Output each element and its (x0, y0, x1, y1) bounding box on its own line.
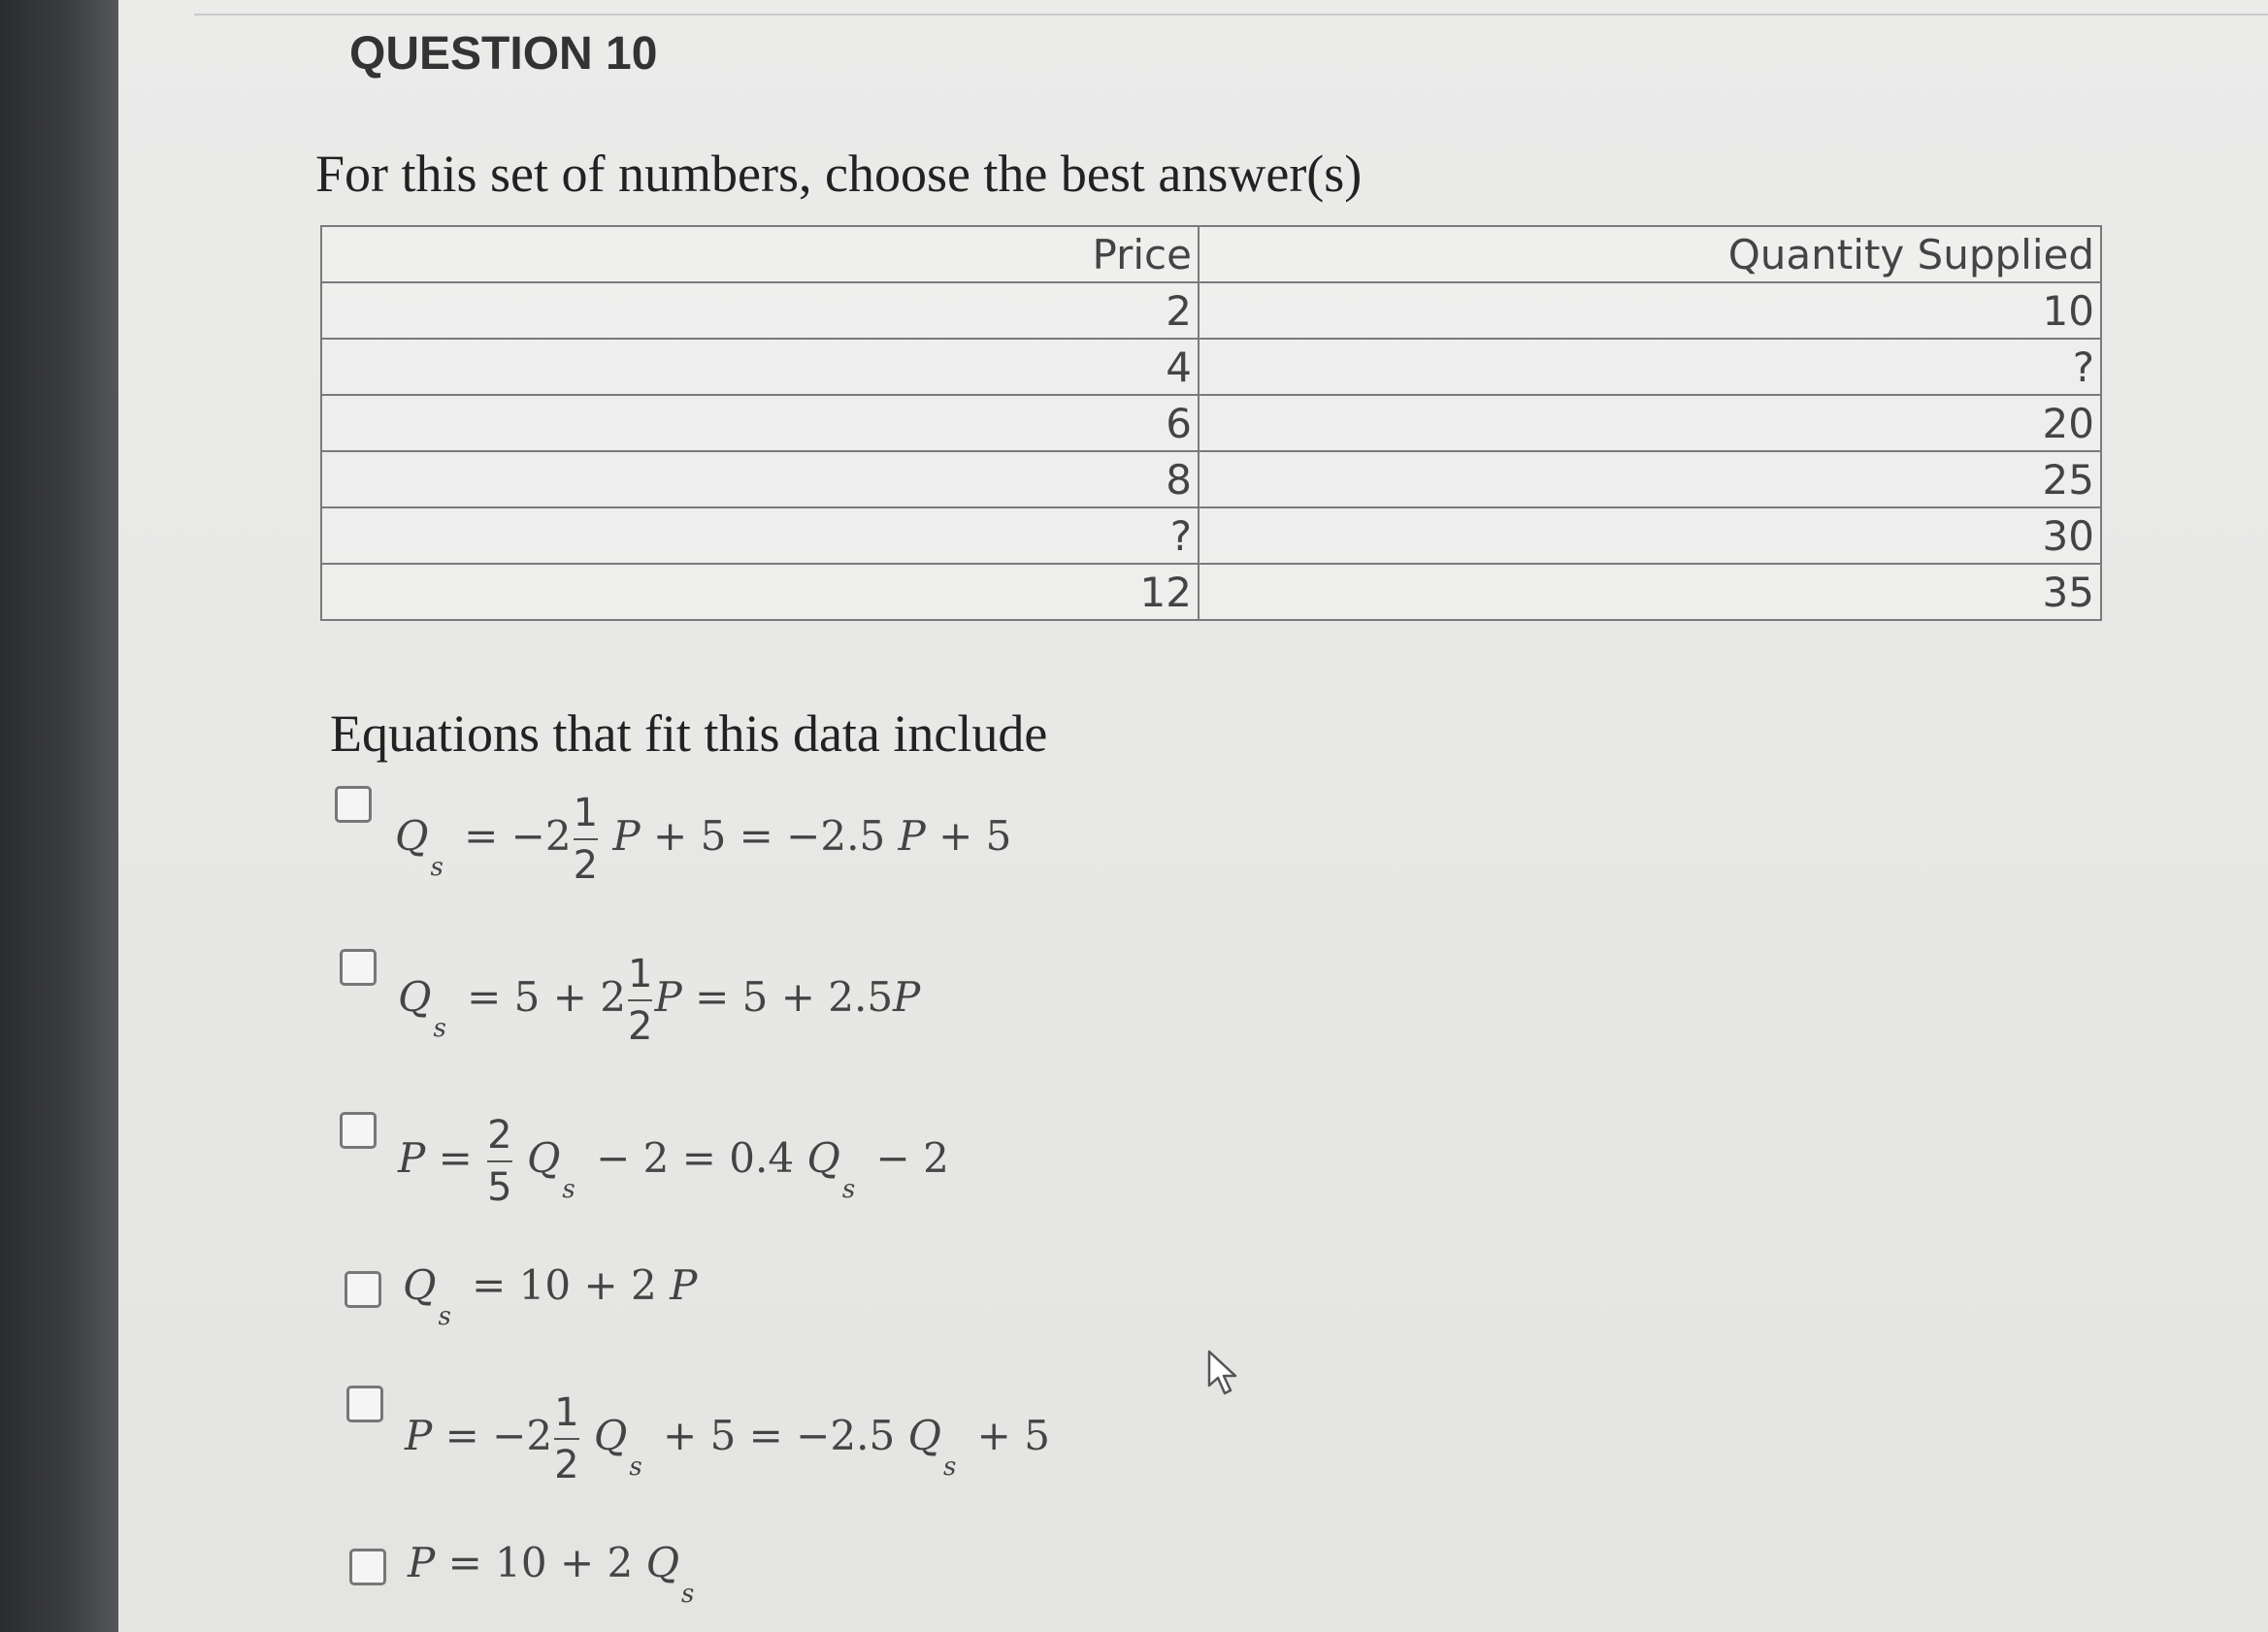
equations-title: Equations that fit this data include (330, 704, 1048, 763)
quantity-cell: 10 (1199, 282, 2101, 339)
equation-2: $Q_s = 5 + 2$ $\frac{1}{2}$ P = 5 + 2.5P (398, 952, 921, 1049)
equation-3: P = $\frac{2}{5}$ $Q_s - 2 = 0.4$ $Q_s - 2$ (398, 1113, 949, 1210)
table-row (321, 282, 2101, 339)
price-cell: 6 (321, 395, 1199, 451)
table-row (321, 507, 2101, 564)
checkbox-icon[interactable] (340, 1112, 377, 1149)
checkbox-icon[interactable] (345, 1271, 381, 1308)
header-quantity-supplied: Quantity Supplied (1199, 226, 2101, 282)
quantity-cell: 30 (1199, 507, 2101, 564)
equation-6: P = 10 + 2 $Q_s$ (408, 1539, 695, 1609)
divider (194, 14, 2268, 16)
table-row (321, 339, 2101, 395)
quantity-cell: 25 (1199, 451, 2101, 507)
data-table (320, 225, 2102, 621)
quantity-cell: 20 (1199, 395, 2101, 451)
quantity-cell: ? (1199, 339, 2101, 395)
price-cell: ? (321, 507, 1199, 564)
monitor-bezel (0, 0, 118, 1632)
price-cell: 8 (321, 451, 1199, 507)
table-row (321, 451, 2101, 507)
equation-4: $Q_s = 10 + 2$ P (403, 1261, 698, 1331)
question-prompt: For this set of numbers, choose the best answer(s) (315, 145, 1363, 203)
table-header-row (321, 226, 2101, 282)
checkbox-icon[interactable] (335, 786, 372, 823)
mouse-cursor-icon (1206, 1349, 1243, 1399)
question-title: QUESTION 10 (349, 28, 658, 80)
table-row (321, 564, 2101, 620)
quantity-cell: 35 (1199, 564, 2101, 620)
header-price: Price (321, 226, 1199, 282)
equation-1: $Q_s = -2$ $\frac{1}{2}$ P + 5 = −2.5 P + 5 (395, 791, 1012, 888)
checkbox-icon[interactable] (346, 1386, 383, 1422)
price-cell: 2 (321, 282, 1199, 339)
checkbox-icon[interactable] (340, 949, 377, 986)
equation-5: P = −2 $\frac{1}{2}$ $Q_s + 5 = -2.5$ $Q_s + 5$ (405, 1390, 1050, 1487)
checkbox-icon[interactable] (349, 1549, 386, 1585)
table-row (321, 395, 2101, 451)
price-cell: 4 (321, 339, 1199, 395)
price-cell: 12 (321, 564, 1199, 620)
